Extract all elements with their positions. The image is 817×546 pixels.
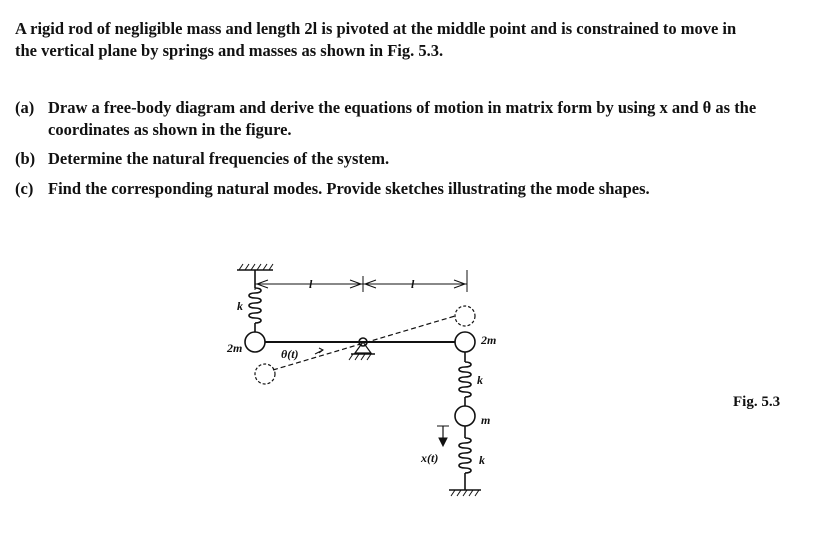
part-text-line-1: Find the corresponding natural modes. Provide sketches illustrating the mode shapes.	[48, 179, 650, 198]
displacement-label: x(t)	[421, 451, 439, 465]
question-part-b	[15, 148, 805, 170]
length-label-right: l	[411, 277, 415, 291]
question-part-a	[15, 97, 805, 141]
right-mass-displaced	[455, 306, 475, 326]
question-part-c	[15, 178, 805, 200]
part-text-line-1: Draw a free-body diagram and derive the equations of motion in matrix form by using x and θ as the	[48, 98, 757, 117]
length-label-left: l	[309, 277, 313, 291]
bottom-spring-icon	[459, 438, 471, 473]
mechanical-system-figure	[215, 258, 515, 528]
part-label: (c)	[15, 179, 34, 198]
problem-statement-line-2: the vertical plane by springs and masses as shown in Fig. 5.3.	[15, 41, 444, 60]
right-mass-circle	[455, 332, 475, 352]
top-wall-hatch	[239, 264, 273, 270]
mass-label-left: 2m	[227, 341, 243, 355]
mass-label-bottom: m	[481, 413, 491, 427]
bottom-mass-circle	[455, 406, 475, 426]
figure-caption: Fig. 5.3	[733, 394, 781, 410]
angle-label: θ(t)	[281, 347, 299, 361]
problem-statement	[15, 18, 805, 62]
spring-label-left: k	[237, 299, 243, 313]
part-text-line-2: coordinates as shown in the figure.	[48, 120, 292, 139]
spring-label-middle: k	[477, 373, 483, 387]
left-spring-icon	[249, 288, 261, 323]
part-label: (a)	[15, 98, 35, 117]
part-text-line-1: Determine the natural frequencies of the system.	[48, 149, 390, 168]
spring-label-bottom: k	[479, 453, 485, 467]
problem-statement-line-1: A rigid rod of negligible mass and length 2l is pivoted at the middle point and is constrained to move in	[15, 19, 737, 38]
left-mass-circle	[245, 332, 265, 352]
left-mass-displaced	[255, 364, 275, 384]
part-label: (b)	[15, 149, 36, 168]
mass-label-right: 2m	[481, 333, 497, 347]
middle-spring-icon	[459, 362, 471, 397]
